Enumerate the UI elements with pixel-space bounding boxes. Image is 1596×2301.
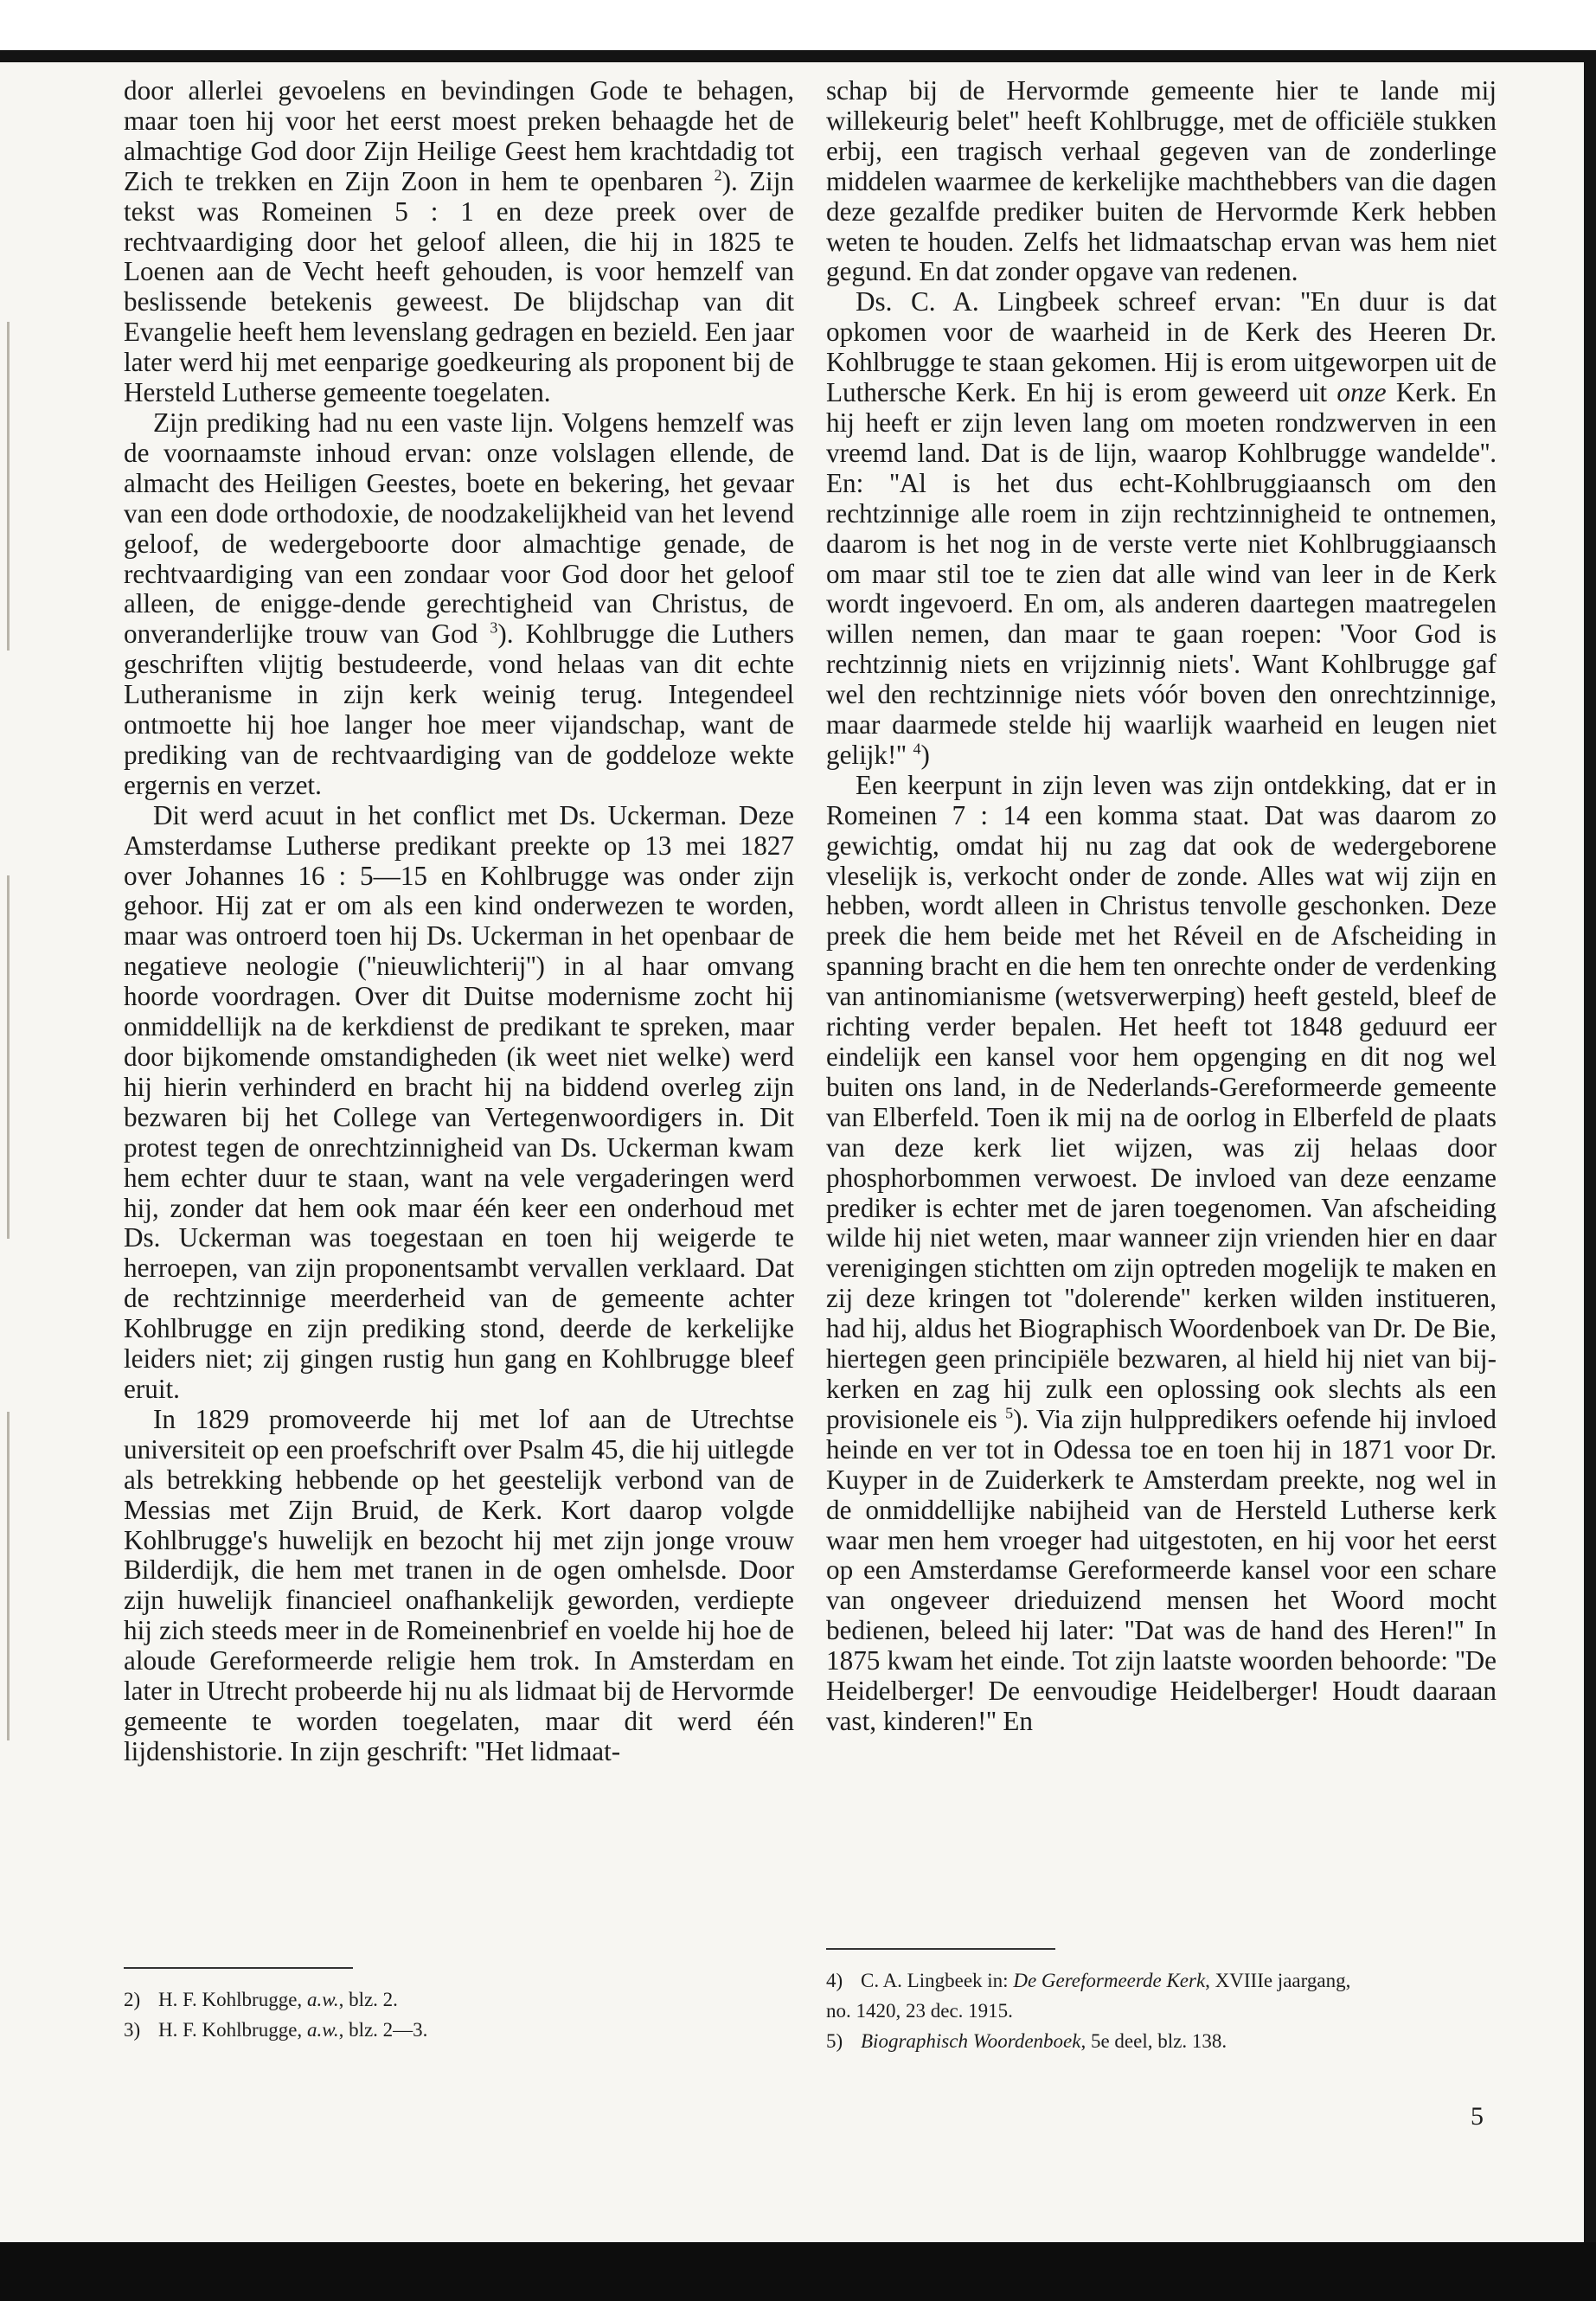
footnote-rule bbox=[124, 1967, 353, 1969]
paragraph-3: Dit werd acuut in het conflict met Ds. Uckerman. Deze Amsterdamse Lutherse predikant preekte op 13 mei 1827 over Johannes 16 : 5—15 en Kohlbrugge was onder zijn gehoor. Hij zat er om als een kind onderwezen te worden, maar was ontroerd toen hij Ds. Uckerman in het openbaar de negatieve neologie (''nieuwlichterij'') in al haar omvang hoorde voordragen. Over dit Duitse modernisme zocht hij onmiddellijk na de kerkdienst de predikant te spreken, maar door bijkomende omstandigheden (ik weet niet welke) werd hij hierin verhinderd en bracht hij na biddend overleg zijn bezwaren bij het College van Vertegenwoordigers in. Dit protest tegen de onrechtzinnigheid van Ds. Uckerman kwam hem echter duur te staan, want na vele vergaderingen werd hij, zonder dat hem ook maar één keer een onderhoud met Ds. Uckerman was toegestaan en toen hij weigerde te herroepen, van zijn proponentsambt vervallen verklaard. Dat de rechtzinnige meerderheid van de gemeente achter Kohlbrugge en zijn prediking stond, deerde de kerkelijke leiders niet; zij gingen rustig hun gang en Kohlbrugge bleef eruit. bbox=[124, 799, 794, 1404]
binding-shadow bbox=[7, 1412, 10, 1740]
footnote-rule bbox=[826, 1948, 1055, 1950]
footnote-ref-5[interactable]: 5 bbox=[1005, 1404, 1014, 1422]
footnote-2: 2) H. F. Kohlbrugge, a.w., blz. 2. bbox=[124, 1989, 398, 2010]
scan-top-edge bbox=[0, 50, 1596, 62]
footnote-5: 5) Biographisch Woordenboek, 5e deel, blz. 138. bbox=[826, 2030, 1227, 2052]
paragraph-5: schap bij de Hervormde gemeente hier te lande mij willekeurig belet'' heeft Kohlbrugge, met de officiële stukken erbij, een tragisch verhaal gegeven van de zonderlinge middelen waarmee de kerkelijke machthebbers van die dagen deze gezalfde prediker buiten de Hervormde Kerk hebben weten te houden. Zelfs het lidmaatschap ervan was hem niet gegund. En dat zonder opgave van redenen. bbox=[826, 75, 1497, 287]
paragraph-2: Zijn prediking had nu een vaste lijn. Volgens hemzelf was de voornaamste inhoud ervan: onze volslagen ellende, de almacht des Heiligen Geestes, boete en bekering, het gevaar van een dode orthodoxie, de noodzakelijkheid van het levend geloof, de wedergeboorte door almachtige genade, de rechtvaardiging van een zondaar voor God door het geloof alleen, de enigge-dende gerechtigheid van Christus, de onveranderlijke trouw van God $^3$). Kohlbrugge die Luthers geschriften vlijtig bestudeerde, vond helaas van dit echte Lutheranisme in zijn kerk weinig terug. Integendeel ontmoette hij hoe langer hoe meer vijandschap, want de prediking van de rechtvaardiging van de goddeloze wekte ergernis en verzet. bbox=[124, 407, 795, 800]
footnote-ref-4[interactable]: 4 bbox=[913, 740, 921, 758]
footnote-ref-2[interactable]: 2 bbox=[714, 166, 722, 184]
paragraph-1: door allerlei gevoelens en bevindingen Gode te behagen, maar toen hij voor het eerst moest preken behaagde het de almachtige God door Zijn Heilige Geest hem krachtdadig tot Zich te trekken en Zijn Zoon in hem te openbaren $^2$). Zijn tekst was Romeinen 5 : 1 en deze preek over de rechtvaardiging door het geloof alleen, die hij in 1825 te Loenen aan de Vecht heeft gehouden, is voor hemzelf van beslissende betekenis geweest. De blijdschap van dit Evangelie heeft hem levenslang gedragen en bezield. Een jaar later werd hij met eenparige goedkeuring als proponent bij de Hersteld Lutherse gemeente toegelaten. bbox=[124, 75, 794, 408]
footnote-ref-3[interactable]: 3 bbox=[490, 619, 498, 637]
page-number: 5 bbox=[1471, 2102, 1484, 2131]
footnote-3: 3) H. F. Kohlbrugge, a.w., blz. 2—3. bbox=[124, 2019, 428, 2041]
scan-bottom-edge bbox=[0, 2242, 1596, 2301]
footnotes-right bbox=[826, 1948, 1497, 2056]
footnotes-left bbox=[124, 1967, 794, 2045]
paragraph-6: Ds. C. A. Lingbeek schreef ervan: ''En duur is dat opkomen voor de waarheid in de Kerk des Heeren Dr. Kohlbrugge te staan gekomen. Hij is erom uitgeworpen uit de Luthersche Kerk. En hij is erom geweerd uit onze Kerk. En hij heeft er zijn leven lang om moeten rondzwerven in een vreemd land. Dat is de lijn, waarop Kohlbrugge wandelde''. En: ''Al is het dus echt-Kohlbruggiaansch om den rechtzinnige alle roem in zijn rechtzinnigheid te ontnemen, daarom is het nog in de verste verte niet Kohlbruggiaansch om maar stil toe te zien dat alle wind van leer in de Kerk wordt ingevoerd. En om, als anderen daartegen maatregelen willen nemen, dan maar te gaan roepen: 'Voor God is rechtzinnig niets en vrijzinnig niets'. Want Kohlbrugge gaf wel den rechtzinnige niets vóór boven den onrechtzinnige, maar daarmede stelde hij waarlijk waarheid en leugen niet gelijk!'' $^4$) bbox=[826, 286, 1497, 770]
binding-shadow bbox=[7, 875, 10, 1239]
right-text-column bbox=[826, 76, 1497, 1737]
paragraph-7: Een keerpunt in zijn leven was zijn ontdekking, dat er in Romeinen 7 : 14 een komma staat. Dat was daarom zo gewichtig, omdat hij nu zag dat ook de wedergeborene vleselijk is, verkocht onder de zonde. Alles wat wij zijn en hebben, wordt alleen in Christus tenvolle geschonken. Deze preek die hem beide met het Réveil en de Afscheiding in spanning bracht en die hem ten onrechte onder de verdenking van antinomianisme (wetsverwerping) heeft gesteld, bleef de richting verder bepalen. Het heeft tot 1848 geduurd eer eindelijk een kansel voor hem opgenging en dit nog wel buiten ons land, in de Nederlands-Gereformeerde gemeente van Elberfeld. Toen ik mij na de oorlog in Elberfeld de plaats van deze kerk liet wijzen, was zij helaas door phosphorbommen verwoest. De invloed van deze eenzame prediker is echter met de jaren toegenomen. Van afscheiding wilde hij niet weten, maar wanneer zijn vrienden hier en daar verenigingen stichtten om zijn optreden mogelijk te maken en zij deze kringen tot ''dolerende'' kerken wilden institueren, had hij, aldus het Biographisch Woordenboek van Dr. De Bie, hiertegen geen principiële bezwaren, al hield hij niet van bij-kerken en zag hij zulk een oplossing ook slechts als een provisionele eis $^5$). Via zijn hulppredikers oefende hij invloed heinde en ver tot in Odessa toe en toen hij in 1871 voor Dr. Kuyper in de Zuiderkerk te Amsterdam preekte, nog wel in de onmiddellijke nabijheid van de Hersteld Lutherse kerk waar men hem vroeger had uitgestoten, en hij voor het eerst op een Amsterdamse Gereformeerde kansel voor een schare van ongeveer drieduizend mensen het Woord mocht bedienen, beleed hij later: ''Dat was de hand des Heren!'' In 1875 kwam het einde. Tot zijn laatste woorden behoorde: ''De Heidelberger! De eenvoudige Heidelberger! Houdt daaraan vast, kinderen!'' En bbox=[826, 769, 1497, 1736]
footnote-4: 4) C. A. Lingbeek in: De Gereformeerde Kerk, XVIIIe jaargang, no. 1420, 23 dec. 1915. bbox=[826, 1970, 1351, 2022]
paragraph-4: In 1829 promoveerde hij met lof aan de Utrechtse universiteit op een proefschrift over Psalm 45, die hij uitlegde als betrekking hebbende op het geestelijk verbond van de Messias met Zijn Bruid, de Kerk. Kort daarop volgde Kohlbrugge's huwelijk en bezocht hij met zijn jonge vrouw Bilderdijk, die hem met tranen in de ogen omhelsde. Door zijn huwelijk financieel onafhankelijk geworden, verdiepte hij zich steeds meer in de Romeinenbrief en voelde hij hoe de aloude Gereformeerde religie hem trok. In Amsterdam en later in Utrecht probeerde hij nu als lidmaat bij de Hervormde gemeente te worden toegelaten, maar dit werd één lijdenshistorie. In zijn geschrift: ''Het lidmaat- bbox=[124, 1403, 794, 1766]
binding-shadow bbox=[7, 322, 10, 651]
scan-right-edge bbox=[1584, 50, 1596, 2301]
scan-top-margin bbox=[0, 0, 1596, 50]
left-text-column bbox=[124, 76, 794, 1767]
